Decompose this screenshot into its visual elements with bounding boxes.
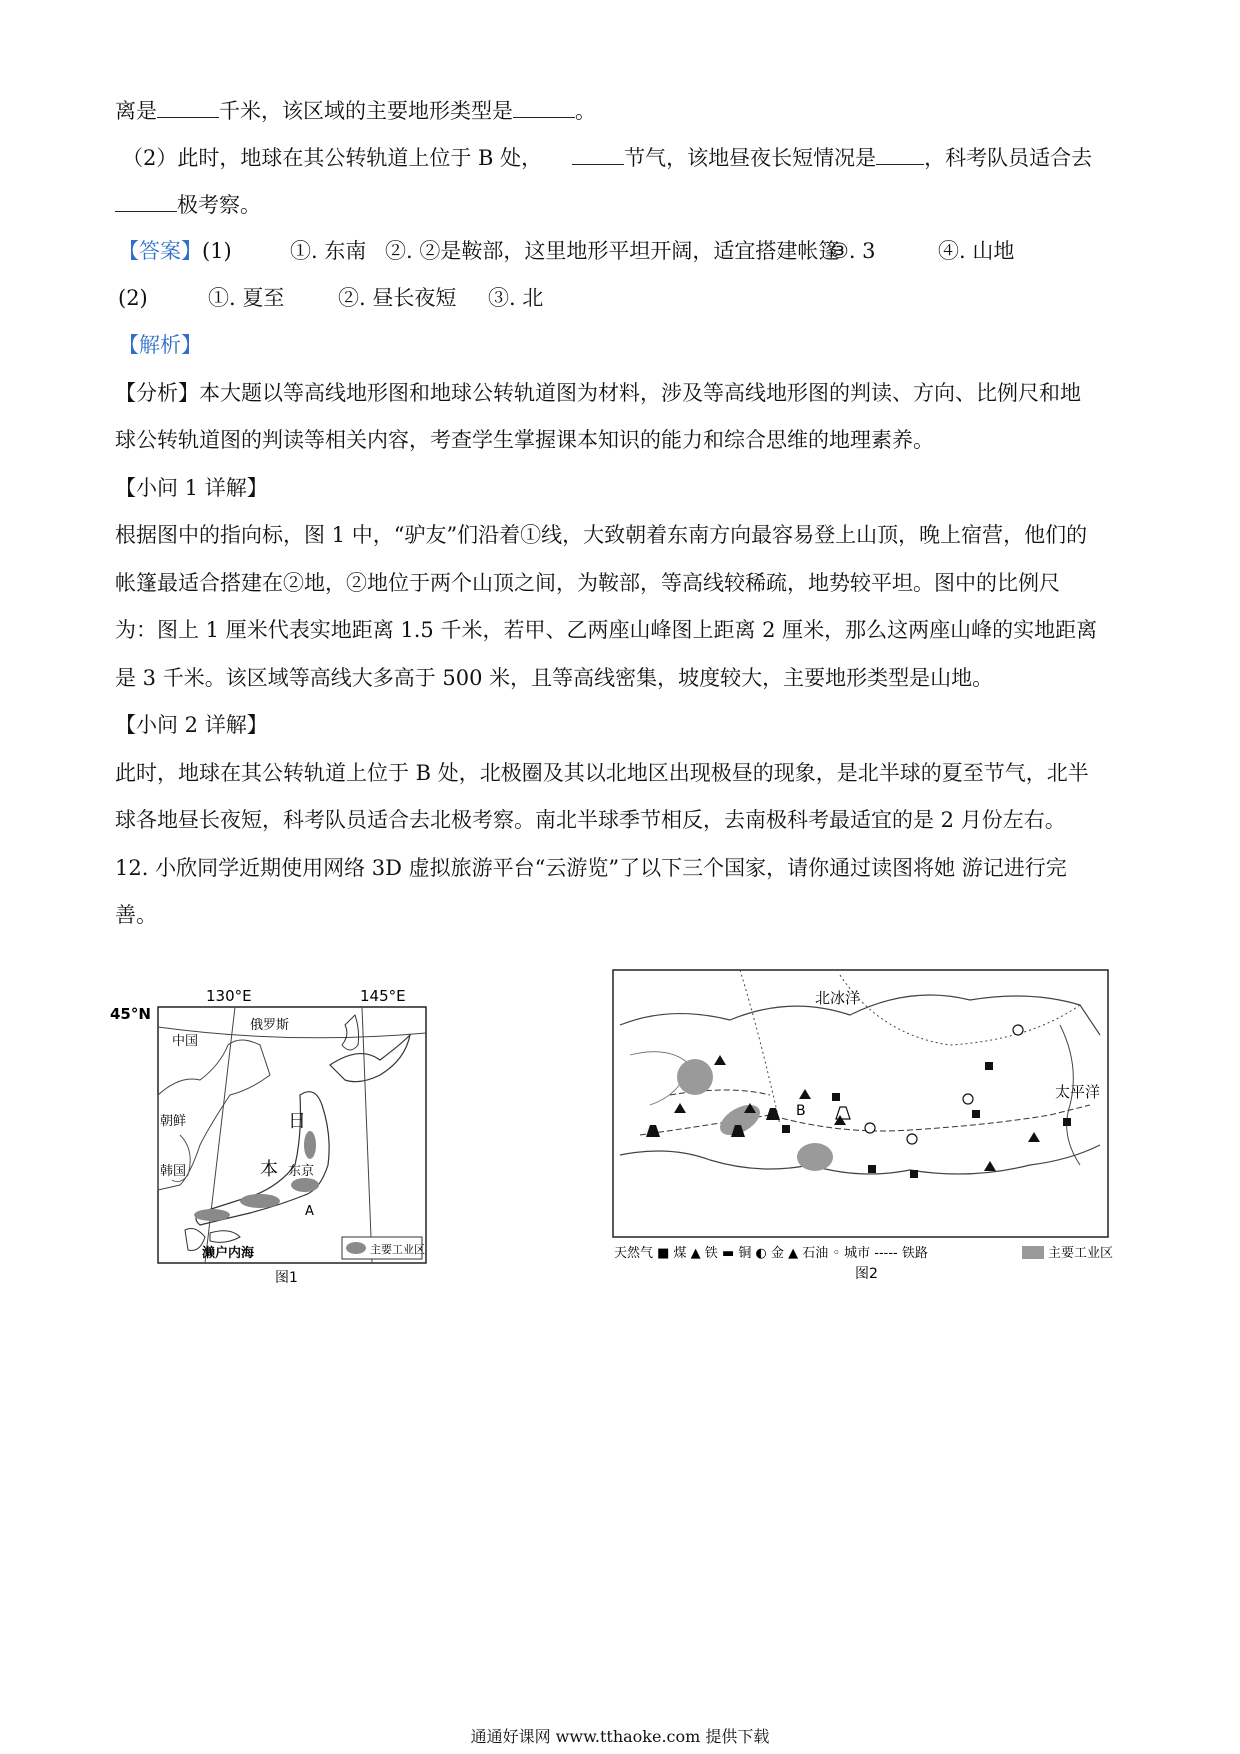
- industrial-zone: [797, 1143, 833, 1171]
- figure-caption: 图1: [275, 1270, 298, 1286]
- country-label: 中国: [172, 1034, 199, 1049]
- coal-marker: [972, 1110, 980, 1118]
- analysis-tag: 【解析】: [118, 333, 202, 357]
- analysis-text: 为：图上 1 厘米代表实地距离 1.5 千米，若甲、乙两座山峰图上距离 2 厘米，那么这两座山峰的实地距离: [115, 618, 1098, 642]
- gold-marker: [1013, 1025, 1023, 1035]
- answer-item: ②. 昼长夜短: [338, 286, 457, 310]
- analysis-text: 是 3 千米。该区域等高线大多高于 500 米，且等高线密集，坡度较大，主要地形类型是山地。: [115, 666, 994, 690]
- q11-text: ，科考队员适合去: [924, 146, 1093, 170]
- sub-question-heading: 【小问 2 详解】: [115, 713, 268, 737]
- answer-part-2: (2): [118, 286, 148, 310]
- q11-text: 极考察。: [177, 193, 261, 217]
- coal-marker: [910, 1170, 918, 1178]
- legend-swatch: [346, 1242, 366, 1254]
- question-12-text: 12. 小欣同学近期使用网络 3D 虚拟旅游平台“云游览”了以下三个国家，请你通过读图将她 游记进行完: [115, 856, 1067, 880]
- analysis-text: 球公转轨道图的判读等相关内容，考查学生掌握课本知识的能力和综合思维的地理素养。: [115, 428, 934, 452]
- q11-line-2: [122, 142, 1092, 173]
- answer-item: ③. 北: [488, 286, 544, 310]
- analysis-text: 此时，地球在其公转轨道上位于 B 处，北极圈及其以北地区出现极昼的现象，是北半球的夏至节气，北半: [115, 761, 1089, 785]
- coal-marker: [868, 1165, 876, 1173]
- q11-text: 。: [575, 99, 596, 123]
- point-label: B: [796, 1103, 806, 1119]
- answer-item: ③. 3: [830, 239, 876, 263]
- legend-label: 主要工业区: [1048, 1246, 1114, 1261]
- question-12-text: 善。: [115, 903, 157, 927]
- sakhalin-island: [342, 1015, 359, 1050]
- industrial-zone: [677, 1059, 713, 1095]
- sub-question-heading: 【小问 1 详解】: [115, 476, 268, 500]
- country-label: 日: [288, 1111, 306, 1132]
- ocean-label: 北冰洋: [815, 989, 861, 1007]
- country-label: 韩国: [160, 1164, 187, 1179]
- map-frame: [158, 1007, 426, 1263]
- gold-marker: [907, 1134, 917, 1144]
- answer-blank: [572, 142, 624, 165]
- q11-line-1: [115, 95, 596, 126]
- answer-part-1: (1): [202, 239, 232, 263]
- hokkaido-island: [330, 1035, 410, 1082]
- q11-text: 离是: [115, 99, 157, 123]
- lat-label: 45°N: [110, 1005, 151, 1023]
- answer-tag: 【答案】: [118, 239, 202, 263]
- answer-item: ①. 夏至: [208, 286, 285, 310]
- latitude-line: [158, 1027, 426, 1038]
- industrial-zone: [304, 1131, 316, 1159]
- legend-swatch: [1022, 1246, 1044, 1259]
- city-label: 东京: [288, 1164, 315, 1179]
- ocean-label: 太平洋: [1055, 1083, 1101, 1101]
- industrial-zone: [194, 1209, 230, 1221]
- figure-caption: 图2: [855, 1266, 878, 1282]
- longitude-line: [362, 1007, 372, 1263]
- coal-marker: [1063, 1118, 1071, 1126]
- coal-marker: [832, 1093, 840, 1101]
- industrial-zone: [240, 1194, 280, 1208]
- lon-label: 145°E: [360, 987, 406, 1005]
- lon-label: 130°E: [206, 987, 252, 1005]
- q11-text: 千米，该区域的主要地形类型是: [219, 99, 513, 123]
- analysis-text: 球各地昼长夜短，科考队员适合去北极考察。南北半球季节相反，去南极科考最适宜的是 2 月份左右。: [115, 808, 1066, 832]
- q11-line-3: [115, 189, 261, 220]
- sea-label: 濑户内海: [202, 1246, 255, 1261]
- country-label: 俄罗斯: [250, 1018, 290, 1033]
- longitude-line: [205, 1007, 235, 1263]
- shikoku-island: [210, 1231, 240, 1243]
- answer-blank: [876, 142, 924, 165]
- answer-line-2: [118, 283, 544, 313]
- legend-text: 天然气 ■ 煤 ▲ 铁 ▬ 铜 ◐ 金 ▲ 石油 ◦ 城市 ----- 铁路: [614, 1246, 928, 1261]
- answer-blank: [513, 95, 575, 118]
- analysis-text: 根据图中的指向标，图 1 中，“驴友”们沿着①线，大致朝着东南方向最容易登上山顶，晚上宿营，他们的: [115, 523, 1088, 547]
- answer-blank: [157, 95, 219, 118]
- gold-marker: [963, 1094, 973, 1104]
- q11-text: （2）此时，地球在其公转轨道上位于 B 处，: [122, 146, 543, 170]
- page-footer: 通通好课网 www.tthaoke.com 提供下载: [470, 1727, 770, 1746]
- q11-text: 节气，该地昼夜长短情况是: [624, 146, 877, 170]
- figure-2-russia-map: [610, 965, 1130, 1287]
- country-label: 本: [260, 1159, 278, 1180]
- coal-marker: [782, 1125, 790, 1133]
- gold-marker: [865, 1123, 875, 1133]
- answer-blank: [115, 189, 177, 212]
- answer-item: ②. ②是鞍部，这里地形平坦开阔，适宜搭建帐篷: [385, 239, 840, 263]
- answer-item: ①. 东南: [290, 239, 367, 263]
- answer-item: ④. 山地: [938, 239, 1015, 263]
- country-label: 朝鲜: [160, 1114, 187, 1129]
- coal-marker: [985, 1062, 993, 1070]
- legend-label: 主要工业区: [370, 1243, 425, 1256]
- industrial-zone: [291, 1178, 319, 1192]
- point-label: A: [305, 1204, 314, 1219]
- answer-line-1: [118, 236, 1015, 266]
- analysis-text: 帐篷最适合搭建在②地，②地位于两个山顶之间，为鞍部，等高线较稀疏，地势较平坦。图中的比例尺: [115, 571, 1060, 595]
- analysis-text: 【分析】本大题以等高线地形图和地球公转轨道图为材料，涉及等高线地形图的判读、方向、比例尺和地: [115, 381, 1081, 405]
- figure-1-japan-map: [110, 975, 450, 1293]
